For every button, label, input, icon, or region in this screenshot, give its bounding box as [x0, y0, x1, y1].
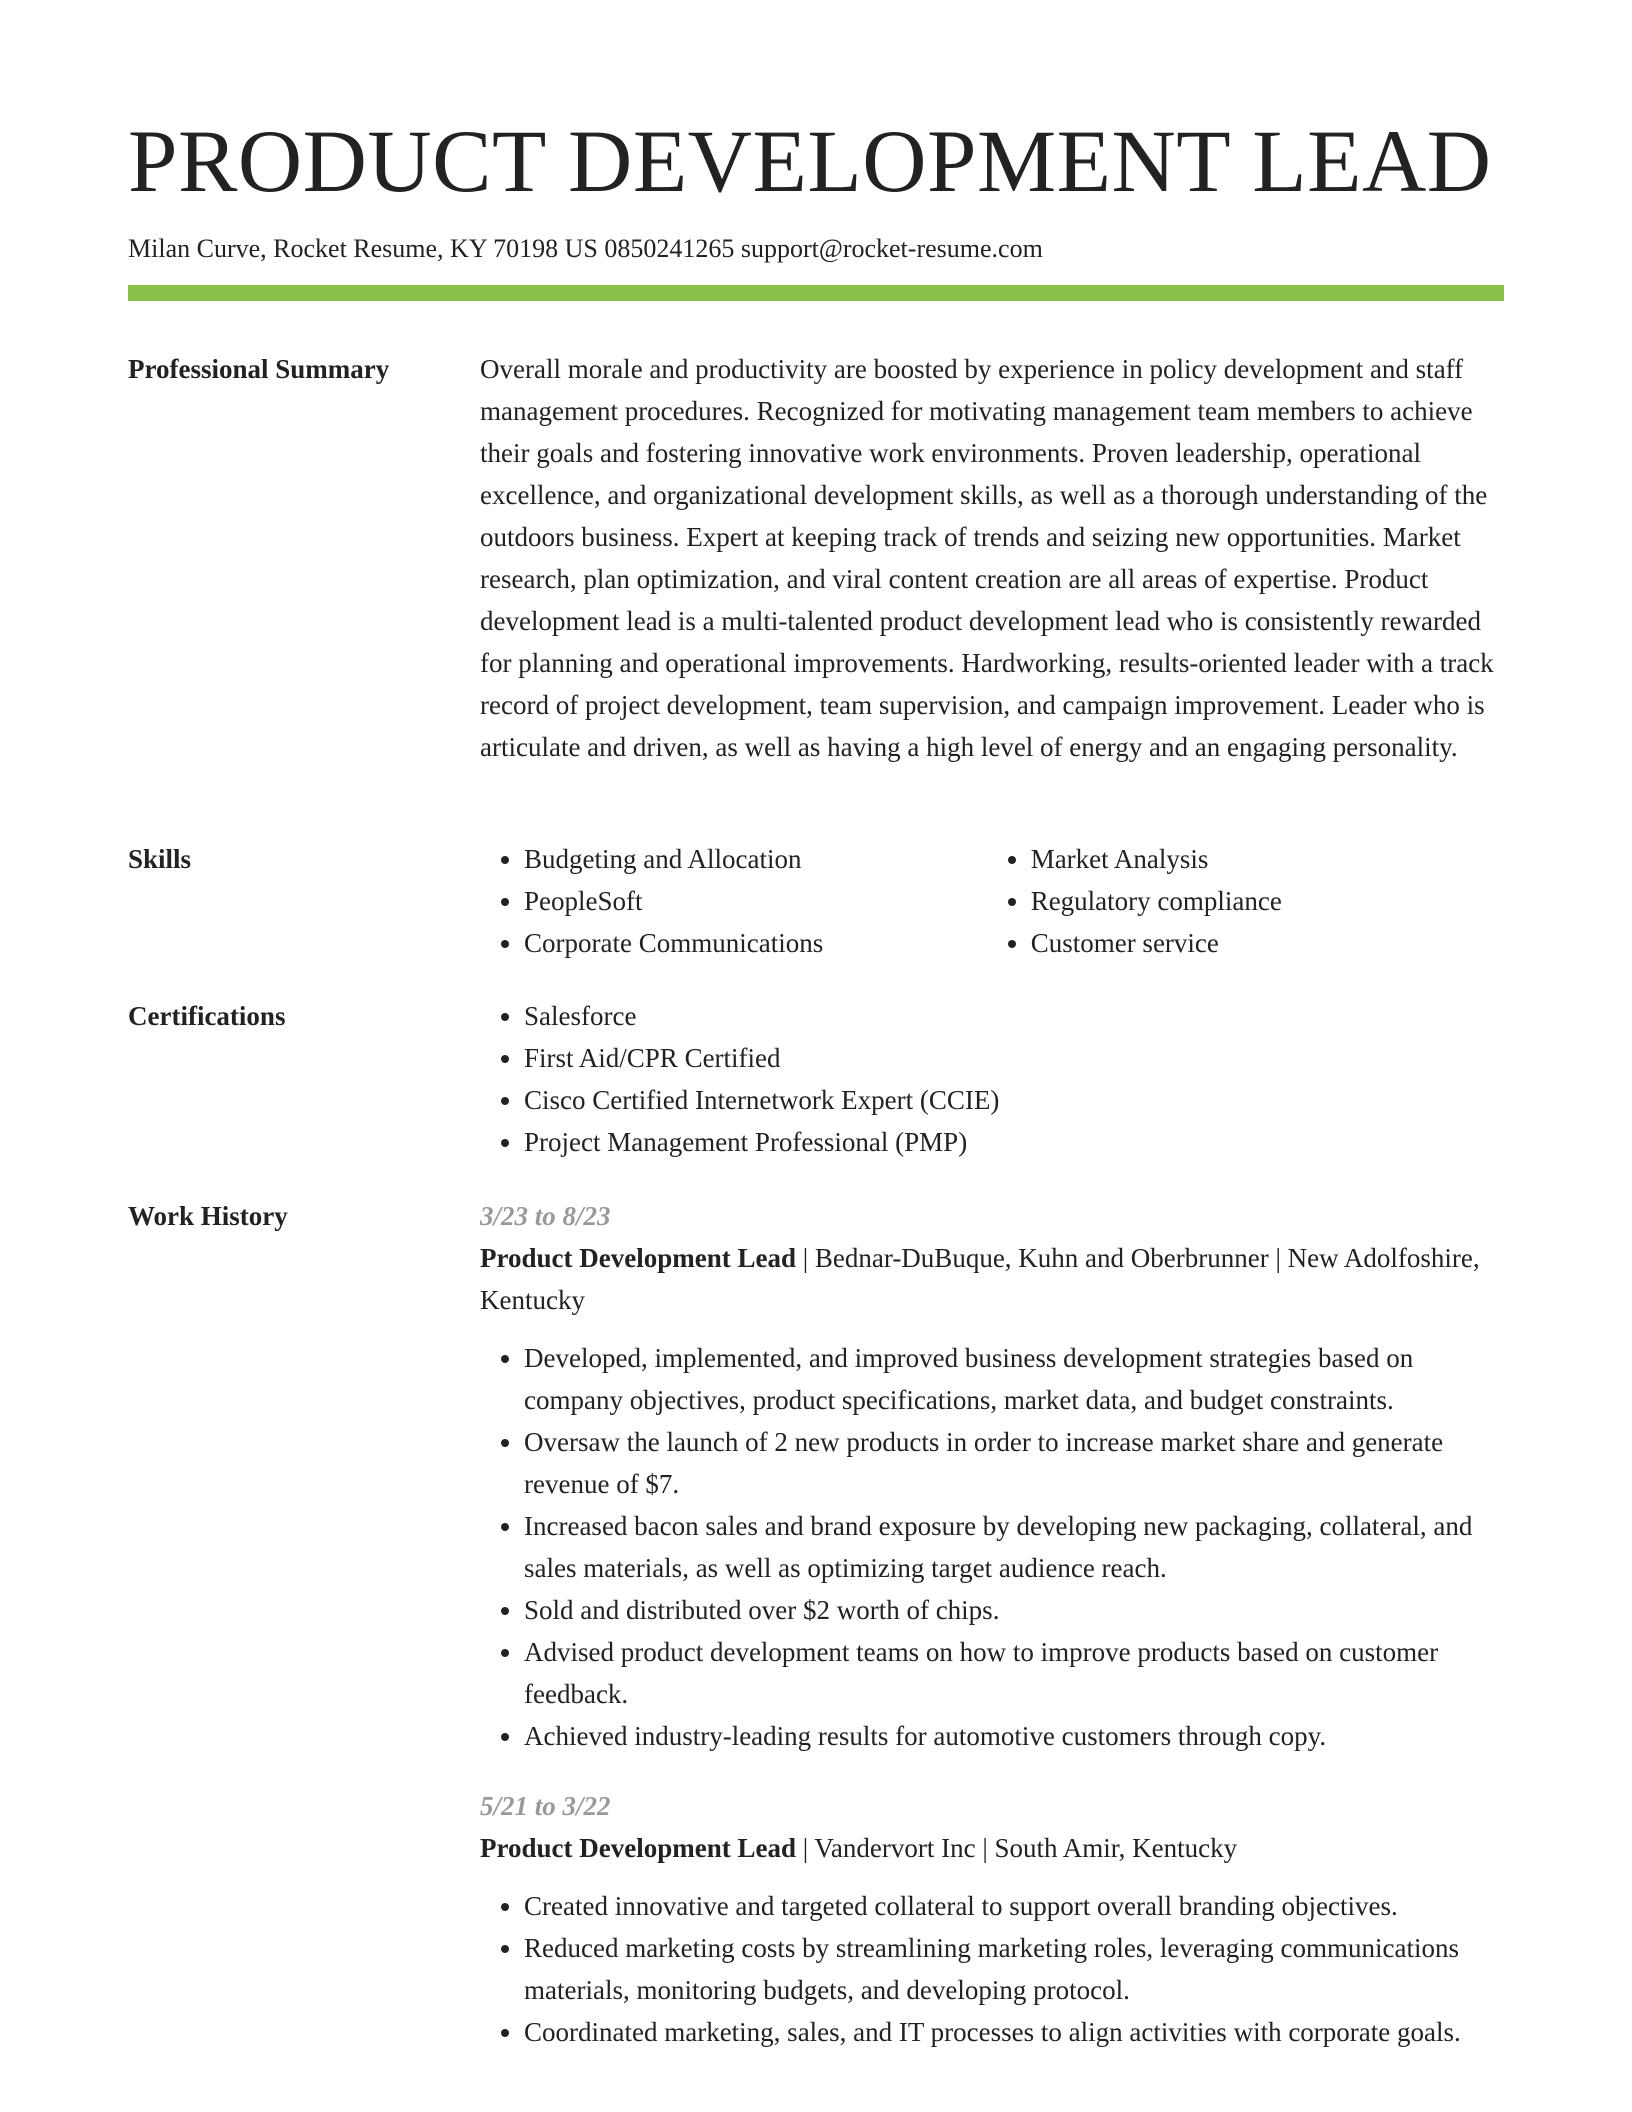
job-bullet: • Achieved industry-leading results for automotive customers through copy.: [524, 1715, 1504, 1757]
section-label-skills: Skills: [128, 844, 192, 874]
certification-item: • Project Management Professional (PMP): [524, 1121, 1504, 1163]
job-bullets: [480, 1337, 1504, 1757]
job-bullet: • Sold and distributed over $2 worth of chips.: [524, 1589, 1504, 1631]
job-heading: [480, 1827, 1504, 1869]
skill-item: • Corporate Communications: [524, 922, 943, 964]
job-heading: [480, 1237, 1504, 1321]
job-entry: [480, 1195, 1504, 1757]
accent-rule: [128, 285, 1504, 301]
job-entry: [480, 1785, 1504, 2053]
section-label-work-history: Work History: [128, 1201, 288, 1231]
job-bullet: • Advised product development teams on how to improve products based on customer feedback.: [524, 1631, 1504, 1715]
skill-item: • Market Analysis: [1031, 838, 1504, 880]
skill-item: • Budgeting and Allocation: [524, 838, 943, 880]
job-dates: 3/23 to 8/23: [480, 1201, 611, 1231]
summary-text: Overall morale and productivity are boosted by experience in policy development and staff management procedures. Recognized for motivating management team members to achieve their goals and fostering innovative work environments. Proven leadership, operational excellence, and organizational development skills, as well as a thorough understanding of the outdoors business. Expert at keeping track of trends and seizing new opportunities. Market research, plan optimization, and viral content creation are all areas of expertise. Product development lead is a multi-talented product development lead who is consistently rewarded for planning and operational improvements. Hardworking, results-oriented leader with a track record of project development, team supervision, and campaign improvement. Leader who is articulate and driven, as well as having a high level of energy and an engaging personality.: [480, 354, 1494, 762]
resume-name: PRODUCT DEVELOPMENT LEAD: [128, 113, 1492, 211]
job-details: | Vandervort Inc | South Amir, Kentucky: [795, 1833, 1238, 1863]
job-bullet: • Created innovative and targeted collateral to support overall branding objectives.: [524, 1885, 1504, 1927]
skill-item: • Customer service: [1031, 922, 1504, 964]
job-bullet: • Coordinated marketing, sales, and IT processes to align activities with corporate goals.: [524, 2011, 1504, 2053]
job-title: Product Development Lead: [480, 1833, 796, 1863]
job-title: Product Development Lead: [480, 1243, 796, 1273]
job-bullet: • Oversaw the launch of 2 new products in order to increase market share and generate revenue of $7.: [524, 1421, 1504, 1505]
skills-list-col2: [987, 838, 1504, 964]
certification-item: • Cisco Certified Internetwork Expert (CCIE): [524, 1079, 1504, 1121]
job-bullet: • Reduced marketing costs by streamlining marketing roles, leveraging communications materials, monitoring budgets, and developing protocol.: [524, 1927, 1504, 2011]
contact-line: Milan Curve, Rocket Resume, KY 70198 US 0850241265 support@rocket-resume.com: [128, 234, 1043, 263]
section-label-certifications: Certifications: [128, 1001, 286, 1031]
section-label-summary: Professional Summary: [128, 354, 390, 384]
skills-list-col1: [480, 838, 943, 964]
certification-item: • First Aid/CPR Certified: [524, 1037, 1504, 1079]
job-dates: 5/21 to 3/22: [480, 1791, 611, 1821]
job-details: | Bednar-DuBuque, Kuhn and Oberbrunner | New Adolfoshire, Kentucky: [480, 1243, 1480, 1315]
job-bullet: • Developed, implemented, and improved business development strategies based on company objectives, product specifications, market data, and budget constraints.: [524, 1337, 1504, 1421]
job-bullets: [480, 1885, 1504, 2053]
skill-item: • Regulatory compliance: [1031, 880, 1504, 922]
skill-item: • PeopleSoft: [524, 880, 943, 922]
certification-item: • Salesforce: [524, 995, 1504, 1037]
certifications-list: [480, 995, 1504, 1163]
job-bullet: • Increased bacon sales and brand exposure by developing new packaging, collateral, and sales materials, as well as optimizing target audience reach.: [524, 1505, 1504, 1589]
